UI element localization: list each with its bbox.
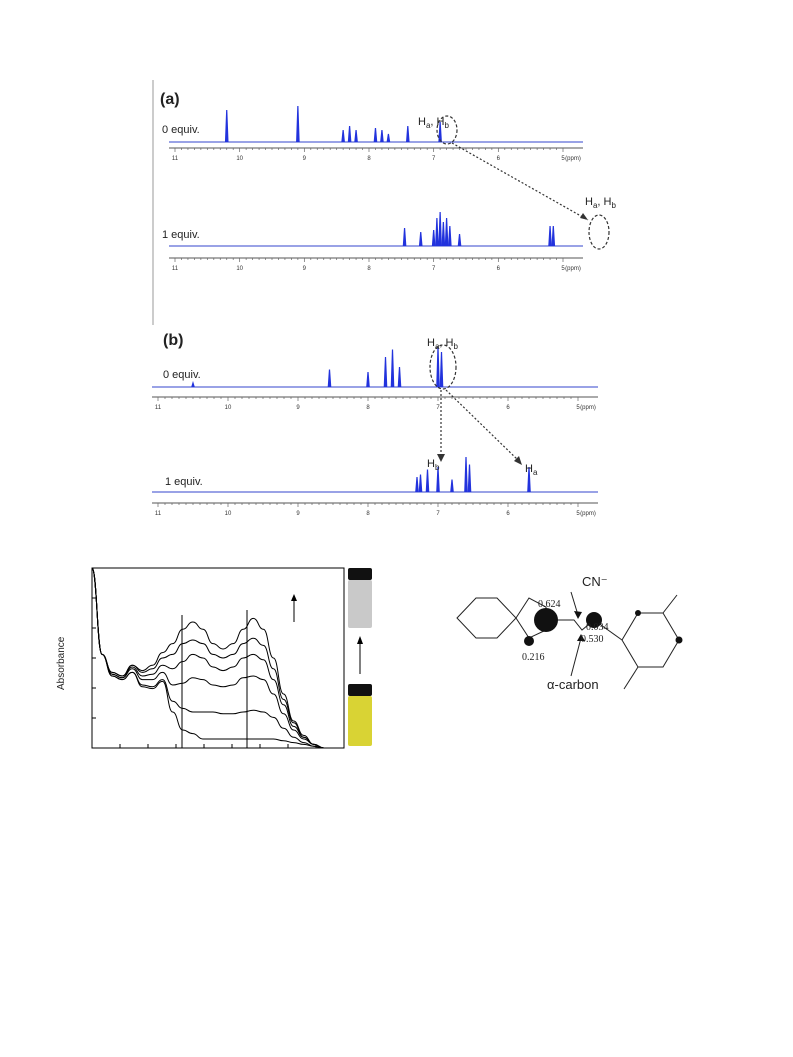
panel-a xyxy=(160,91,616,272)
uv-vis-series-line xyxy=(92,568,344,748)
panel-a-axis-0 xyxy=(169,148,583,162)
aryl-ring xyxy=(622,613,679,667)
axis-tick-label: 8 xyxy=(366,405,370,411)
vial-bottom-body xyxy=(348,696,372,746)
spectrum-peak xyxy=(391,350,393,388)
uv-vis-series-line xyxy=(92,568,344,748)
spectrum-peak xyxy=(465,457,467,492)
spectrum-peak xyxy=(387,134,389,142)
spectrum-peak xyxy=(440,352,442,387)
lobe-0624 xyxy=(534,608,558,632)
axis-unit: (ppm) xyxy=(565,156,581,162)
spectrum-peak xyxy=(297,106,299,142)
panel-a-arrow xyxy=(452,143,588,220)
panel-b-annotation-0: $H_a$, $H_b$ xyxy=(427,337,458,351)
vial-bottom-cap xyxy=(348,684,372,696)
axis-tick-label: 6 xyxy=(496,156,501,162)
vial-arrowhead xyxy=(357,636,363,644)
value-0624: 0.624 xyxy=(538,599,561,610)
axis-unit: (ppm) xyxy=(580,511,596,517)
axis-tick-label: 10 xyxy=(224,405,232,411)
axis-tick-label: 5 xyxy=(576,405,580,411)
uv-vis-frame xyxy=(92,568,344,748)
dot-aryl-1 xyxy=(635,610,641,616)
vials xyxy=(348,568,372,746)
alpha-arrow-line xyxy=(571,638,581,676)
spectrum-peak xyxy=(458,234,460,246)
axis-tick-label: 9 xyxy=(296,511,300,517)
dot-aryl-2 xyxy=(676,637,683,644)
axis-tick-label: 6 xyxy=(506,405,510,411)
spectrum-peak xyxy=(445,218,447,246)
axis-unit: (ppm) xyxy=(580,405,596,411)
spectrum-peak xyxy=(437,347,439,387)
axis-tick-label: 11 xyxy=(154,405,162,411)
axis-tick-label: 10 xyxy=(236,156,244,162)
axis-tick-label: 6 xyxy=(496,266,501,272)
panel-b-arrowhead-hb xyxy=(437,454,445,462)
uv-vis-chart xyxy=(56,568,344,748)
axis-tick-label: 11 xyxy=(171,156,179,162)
uv-vis-series-line xyxy=(92,568,344,748)
panel-b xyxy=(152,332,598,517)
spectrum-peak xyxy=(552,226,554,246)
value-0530: 0.530 xyxy=(581,634,604,645)
spectrum-peak xyxy=(384,357,386,387)
spectrum-peak xyxy=(439,212,441,246)
axis-tick-label: 5 xyxy=(561,266,565,272)
chemical-structure xyxy=(457,592,679,689)
panel-a-annotation-0: $H_a$, $H_b$ xyxy=(418,116,449,130)
axis-tick-label: 7 xyxy=(436,511,440,517)
spectrum-peak xyxy=(226,110,228,142)
uv-vis-ticks xyxy=(92,568,344,748)
cn-arrowhead xyxy=(574,611,582,619)
spectrum-peak xyxy=(348,126,350,142)
uv-vis-series-line xyxy=(92,568,344,748)
axis-tick-label: 11 xyxy=(154,511,162,517)
axis-tick-label: 10 xyxy=(236,266,244,272)
alpha-carbon-label: α-carbon xyxy=(547,677,599,692)
spectrum-peak xyxy=(381,130,383,142)
spectrum-peak xyxy=(407,126,409,142)
panel-a-axis-1 xyxy=(169,258,583,272)
reagent-label: CN⁻ xyxy=(582,574,608,589)
axis-tick-label: 10 xyxy=(224,511,232,517)
spectrum-peak xyxy=(436,218,438,246)
spectrum-peak xyxy=(449,226,451,246)
vial-top-body xyxy=(348,580,372,628)
panel-b-label: (b) xyxy=(163,332,184,349)
axis-tick-label: 9 xyxy=(302,156,307,162)
spectrum-peak xyxy=(192,383,194,387)
panel-b-annotation-ha: $H_a$ xyxy=(525,463,538,477)
panel-b-spectrum-1-label: 1 equiv. xyxy=(165,476,203,488)
uv-vis-series-line xyxy=(92,568,344,748)
uv-vis-series xyxy=(92,568,344,748)
axis-tick-label: 7 xyxy=(431,156,436,162)
spectrum-peak xyxy=(442,222,444,246)
uv-vis-series-line xyxy=(92,568,344,748)
spectrum-peak xyxy=(468,465,470,493)
panel-a-annotation-1: $H_a$, $H_b$ xyxy=(585,196,616,210)
spectrum-peak xyxy=(426,470,428,493)
aryl-substituent-bottom xyxy=(624,667,638,689)
spectrum-peak xyxy=(342,130,344,142)
spectrum-peak xyxy=(355,130,357,142)
spectrum-peak xyxy=(420,232,422,246)
axis-tick-label: 11 xyxy=(171,266,179,272)
axis-unit: (ppm) xyxy=(565,266,581,272)
lobe-0216 xyxy=(524,636,534,646)
axis-tick-label: 5 xyxy=(576,511,580,517)
spectrum-peak xyxy=(367,372,369,387)
spectrum-peak xyxy=(432,230,434,246)
cyclohexane-ring xyxy=(457,598,516,638)
axis-tick-label: 9 xyxy=(296,405,300,411)
panel-a-circle-1 xyxy=(589,215,609,249)
spectrum-peak xyxy=(451,480,453,493)
spectrum-peak xyxy=(549,226,551,246)
value-0034: 0.034 xyxy=(586,622,609,633)
panel-a-label: (a) xyxy=(160,91,180,108)
axis-tick-label: 5 xyxy=(561,156,565,162)
uv-vis-ylabel: Absorbance xyxy=(56,636,67,690)
vial-top-cap xyxy=(348,568,372,580)
panel-b-axis-0 xyxy=(152,397,598,411)
spectrum-peak xyxy=(398,367,400,387)
panel-b-axis-1 xyxy=(152,503,598,517)
panel-a-spectrum-1 xyxy=(169,212,583,246)
panel-a-spectrum-0-label: 0 equiv. xyxy=(162,124,200,136)
spectrum-peak xyxy=(403,228,405,246)
axis-tick-label: 7 xyxy=(436,405,440,411)
panel-a-spectrum-0 xyxy=(169,106,583,142)
axis-tick-label: 8 xyxy=(366,511,370,517)
axis-tick-label: 7 xyxy=(431,266,436,272)
value-0216: 0.216 xyxy=(522,652,545,663)
panel-a-spectrum-1-label: 1 equiv. xyxy=(162,229,200,241)
axis-tick-label: 8 xyxy=(367,156,371,162)
spectrum-peak xyxy=(374,128,376,142)
panel-a-arrowhead xyxy=(580,213,588,220)
axis-tick-label: 8 xyxy=(367,266,371,272)
panel-b-spectrum-0 xyxy=(152,347,598,387)
spectrum-peak xyxy=(416,477,418,492)
axis-tick-label: 9 xyxy=(302,266,307,272)
uv-vis-arrowhead xyxy=(291,594,297,601)
spectrum-peak xyxy=(419,475,421,493)
panel-b-arrow-ha xyxy=(446,390,520,462)
panel-b-spectrum-0-label: 0 equiv. xyxy=(163,369,201,381)
spectrum-peak xyxy=(328,370,330,388)
axis-tick-label: 6 xyxy=(506,511,510,517)
panel-b-annotation-hb: $H_b$ xyxy=(427,458,440,472)
aryl-substituent-top xyxy=(663,595,677,613)
